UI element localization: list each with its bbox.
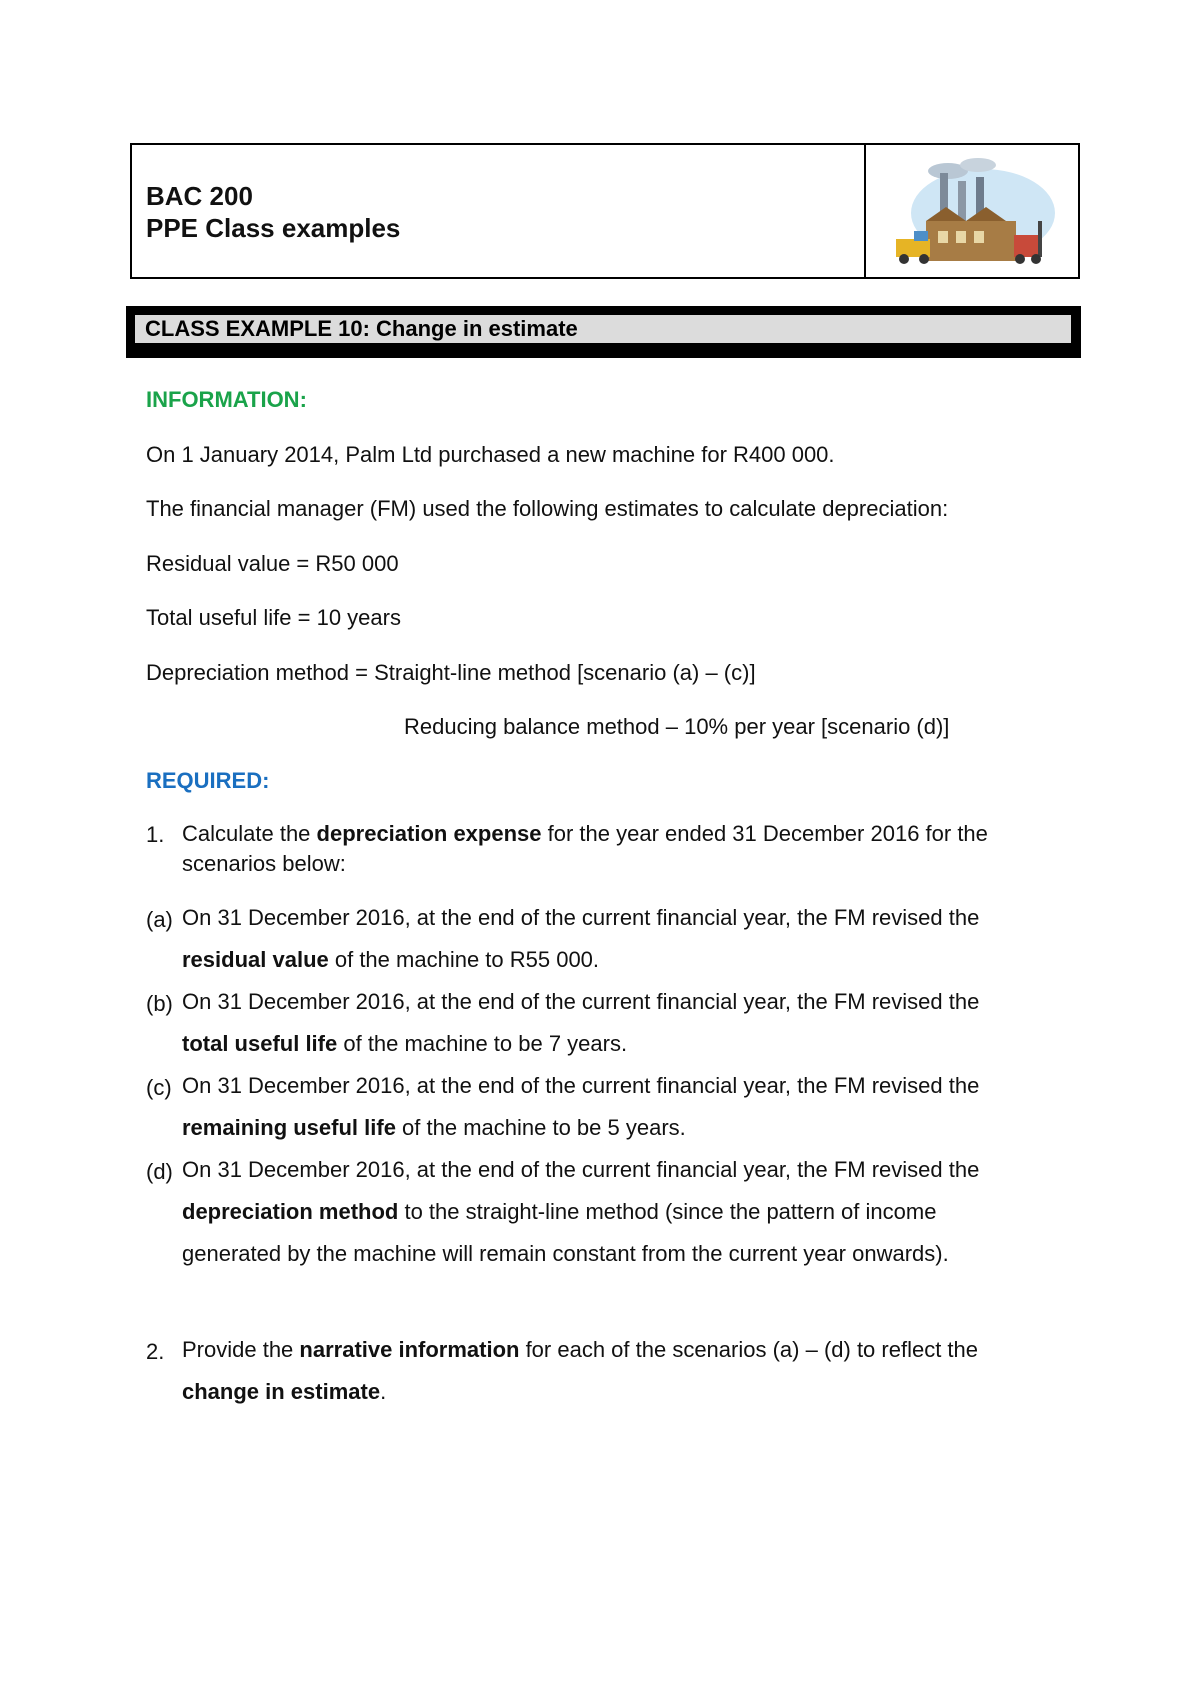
question-1-pre: Calculate the	[182, 821, 317, 846]
scenario-d-line3: generated by the machine will remain constant from the current year onwards).	[182, 1241, 949, 1266]
scenario-b-text	[182, 981, 1062, 1065]
section-banner	[126, 306, 1081, 358]
useful-life-text: Total useful life = 10 years	[146, 605, 401, 630]
document-title: PPE Class examples	[146, 213, 401, 243]
question-2-post: for each of the scenarios (a) – (d) to reflect the	[519, 1337, 979, 1362]
scenario-b-bold: total useful life	[182, 1031, 338, 1056]
scenario-c-rest: of the machine to be 5 years.	[395, 1115, 686, 1140]
scenario-c-label: (c)	[146, 1075, 172, 1100]
scenario-b-line1: On 31 December 2016, at the end of the current financial year, the FM revised the	[182, 989, 980, 1014]
question-1-post: for the year ended 31 December 2016 for the	[541, 821, 988, 846]
factory-icon	[888, 151, 1058, 271]
question-2-bold: narrative information	[299, 1337, 520, 1362]
question-1-bold: depreciation expense	[316, 821, 542, 846]
scenario-d-bold: depreciation method	[182, 1199, 399, 1224]
scenario-b-label: (b)	[146, 991, 173, 1016]
scenario-c-bold: remaining useful life	[182, 1115, 396, 1140]
residual-value-text: Residual value = R50 000	[146, 551, 399, 576]
scenario-c-text	[182, 1065, 1062, 1149]
information-heading: INFORMATION:	[146, 387, 307, 412]
question-2-pre: Provide the	[182, 1337, 300, 1362]
purchase-text: On 1 January 2014, Palm Ltd purchased a new machine for R400 000.	[146, 442, 835, 467]
scenario-a-line1: On 31 December 2016, at the end of the current financial year, the FM revised the	[182, 905, 980, 930]
header-box	[130, 143, 1080, 279]
scenario-a-label: (a)	[146, 907, 173, 932]
course-code: BAC 200	[146, 181, 253, 211]
question-2-line2-post: .	[380, 1379, 387, 1404]
method-reducing-balance-text: Reducing balance method – 10% per year [scenario (d)]	[404, 714, 950, 739]
scenario-d-rest: to the straight-line method (since the pattern of income	[398, 1199, 937, 1224]
scenario-b-rest: of the machine to be 7 years.	[337, 1031, 628, 1056]
scenario-a-text	[182, 897, 1062, 981]
question-2-number: 2.	[146, 1339, 165, 1364]
method-straight-line-text: Depreciation method = Straight-line method [scenario (a) – (c)]	[146, 660, 756, 685]
section-title: CLASS EXAMPLE 10: Change in estimate	[135, 315, 1071, 343]
header-illustration-cell	[866, 145, 1078, 277]
scenario-a-bold: residual value	[182, 947, 329, 972]
scenario-c-line1: On 31 December 2016, at the end of the current financial year, the FM revised the	[182, 1073, 980, 1098]
required-heading: REQUIRED:	[146, 768, 270, 793]
estimates-intro: The financial manager (FM) used the following estimates to calculate depreciation:	[146, 496, 949, 521]
scenario-d-line1: On 31 December 2016, at the end of the current financial year, the FM revised the	[182, 1157, 980, 1182]
scenario-d-text	[182, 1149, 1062, 1275]
question-1-text	[182, 819, 1062, 879]
question-1-number: 1.	[146, 822, 165, 847]
question-2-line2-bold: change in estimate	[182, 1379, 381, 1404]
scenario-d-label: (d)	[146, 1159, 173, 1184]
question-2-text	[182, 1329, 1062, 1413]
question-1-line2: scenarios below:	[182, 851, 346, 876]
header-title-cell	[132, 145, 866, 277]
scenario-a-rest: of the machine to R55 000.	[328, 947, 600, 972]
